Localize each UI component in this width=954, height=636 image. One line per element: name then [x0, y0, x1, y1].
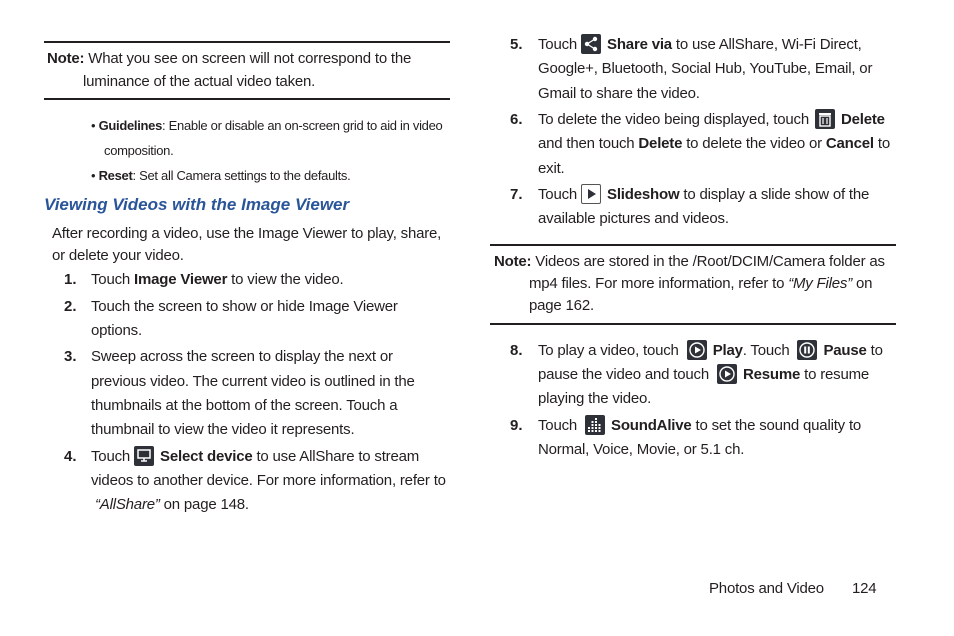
allshare-reference[interactable]: “AllShare”	[95, 496, 160, 513]
footer-section: Photos and Video	[709, 580, 824, 597]
step-6-number: 6.	[510, 111, 523, 128]
step-8-line-3: playing the video.	[538, 390, 652, 407]
intro-line-2: or delete your video.	[52, 247, 184, 264]
step-1-text: Touch Image Viewer to view the video.	[91, 271, 344, 288]
select-device-icon	[134, 446, 154, 466]
step-6-line-3: exit.	[538, 160, 565, 177]
step-2-line-1: Touch the screen to show or hide Image Viewer	[91, 298, 398, 315]
my-files-reference[interactable]: “My Files”	[788, 275, 853, 292]
section-heading: Viewing Videos with the Image Viewer	[44, 195, 350, 214]
step-3-line-4: thumbnail to view the video it represents.	[91, 421, 355, 438]
step-5-line-3: Gmail to share the video.	[538, 85, 700, 102]
bullet-guidelines-cont: composition.	[104, 143, 174, 158]
note-bottom-rule	[44, 98, 450, 100]
step-8-number: 8.	[510, 342, 523, 359]
step-4-line-3: “AllShare” on page 148.	[95, 496, 249, 513]
resume-icon	[717, 364, 737, 384]
share-icon	[581, 34, 601, 54]
bullet-reset: • Reset: Set all Camera settings to the defaults.	[91, 168, 351, 183]
note2-top-rule	[490, 244, 896, 246]
step-8-line-2: pause the video and touch Resume to resume	[538, 366, 870, 383]
note2-line-3: page 162.	[529, 297, 594, 314]
step-9-number: 9.	[510, 417, 523, 434]
step-5-line-1: Touch Share via to use AllShare, Wi-Fi Direct,	[538, 36, 862, 53]
step-5-line-2: Google+, Bluetooth, Social Hub, YouTube, Email, or	[538, 60, 873, 77]
note-line-1: Note: What you see on screen will not correspond to the	[47, 50, 412, 67]
step-7-line-1: Touch Slideshow to display a slide show of the	[538, 186, 870, 203]
step-5-number: 5.	[510, 36, 523, 53]
step-6-line-1: To delete the video being displayed, touch Delete	[538, 111, 885, 128]
step-3-line-1: Sweep across the screen to display the next or	[91, 348, 393, 365]
step-3-line-3: thumbnails at the bottom of the screen. Touch a	[91, 397, 398, 414]
step-9-line-2: Normal, Voice, Movie, or 5.1 ch.	[538, 441, 745, 458]
bullet-guidelines: • Guidelines: Enable or disable an on-screen grid to aid in video	[91, 118, 443, 133]
note-line-2: luminance of the actual video taken.	[83, 73, 316, 90]
step-9-line-1: Touch SoundAlive to set the sound quality to	[538, 417, 862, 434]
pause-icon	[797, 340, 817, 360]
step-3-line-2: previous video. The current video is outlined in the	[91, 373, 415, 390]
step-4-number: 4.	[64, 448, 77, 465]
step-6-line-2: and then touch Delete to delete the video or Cancel to	[538, 135, 890, 152]
note2-line-1: Note: Videos are stored in the /Root/DCIM/Camera folder as	[494, 253, 885, 270]
slideshow-icon	[581, 184, 601, 204]
play-icon	[687, 340, 707, 360]
step-3-number: 3.	[64, 348, 77, 365]
intro-line-1: After recording a video, use the Image Viewer to play, share,	[52, 225, 442, 242]
note2-line-2: mp4 files. For more information, refer to “My Files” on	[529, 275, 873, 292]
step-4-line-2: videos to another device. For more information, refer to	[91, 472, 446, 489]
note-top-rule	[44, 41, 450, 43]
soundalive-icon	[585, 415, 605, 435]
footer-page-number: 124	[852, 580, 877, 597]
step-1-number: 1.	[64, 271, 77, 288]
note-label: Note:	[47, 50, 85, 67]
note2-bottom-rule	[490, 323, 896, 325]
step-7-line-2: available pictures and videos.	[538, 210, 729, 227]
step-2-number: 2.	[64, 298, 77, 315]
step-8-line-1: To play a video, touch Play. Touch Pause to	[538, 342, 883, 359]
step-4-line-1: Touch Select device to use AllShare to stream	[91, 448, 420, 465]
step-2-line-2: options.	[91, 322, 142, 339]
step-7-number: 7.	[510, 186, 523, 203]
trash-icon	[815, 109, 835, 129]
